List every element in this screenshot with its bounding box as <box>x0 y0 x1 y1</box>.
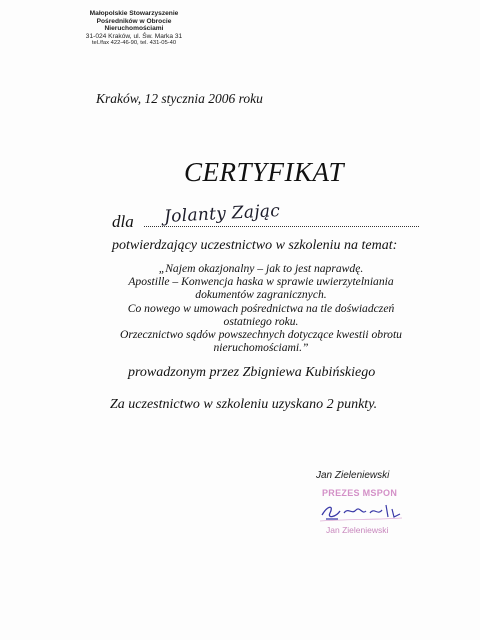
topic-line: Orzecznictwo sądów powszechnych dotyczące kwestii obrotu <box>120 328 402 342</box>
stamp-title: PREZES MSPON <box>322 488 398 498</box>
letterhead-line: Nieruchomościami <box>104 25 164 33</box>
topic-line: dokumentów zagranicznych. <box>195 288 327 302</box>
recipient-name-handwritten: Jolanty Zając <box>163 200 281 228</box>
training-topics <box>112 262 410 354</box>
confirmation-text: potwierdzający uczestnictwo w szkoleniu na temat: <box>112 238 398 253</box>
letterhead-phone: tel./fax 422-46-90, tel. 431-05-40 <box>91 40 177 47</box>
topic-line: Co nowego w umowach pośrednictwa na tle doświadczeń <box>127 301 395 315</box>
stamp-name: Jan Zieleniewski <box>326 525 389 535</box>
place-date: Kraków, 12 stycznia 2006 roku <box>96 91 263 106</box>
letterhead-address: 31-024 Kraków, ul. Św. Marka 31 <box>85 32 183 40</box>
points-line: Za uczestnictwo w szkoleniu uzyskano 2 punkty. <box>110 397 378 412</box>
topic-line: nieruchomościami.” <box>213 341 309 355</box>
letterhead-line: Pośredników w Obrocie <box>96 17 172 25</box>
signer-name: Jan Zieleniewski <box>316 470 390 481</box>
topic-line: ostatniego roku. <box>223 314 299 328</box>
recipient-label: dla <box>112 212 134 231</box>
recipient-row <box>112 200 422 232</box>
certificate-title: CERTYFIKAT <box>184 157 345 187</box>
dotted-line <box>144 226 419 227</box>
lecturer-line: prowadzonym przez Zbigniewa Kubińskiego <box>128 365 376 380</box>
letterhead <box>74 10 194 48</box>
handwritten-signature-icon <box>318 501 404 523</box>
topic-line: Apostille – Konwencja haska w sprawie uwierzytelniania <box>128 275 394 289</box>
letterhead-line: Małopolskie Stowarzyszenie <box>89 10 179 17</box>
topic-line: „Najem okazjonalny – jak to jest naprawdę. <box>158 262 364 275</box>
